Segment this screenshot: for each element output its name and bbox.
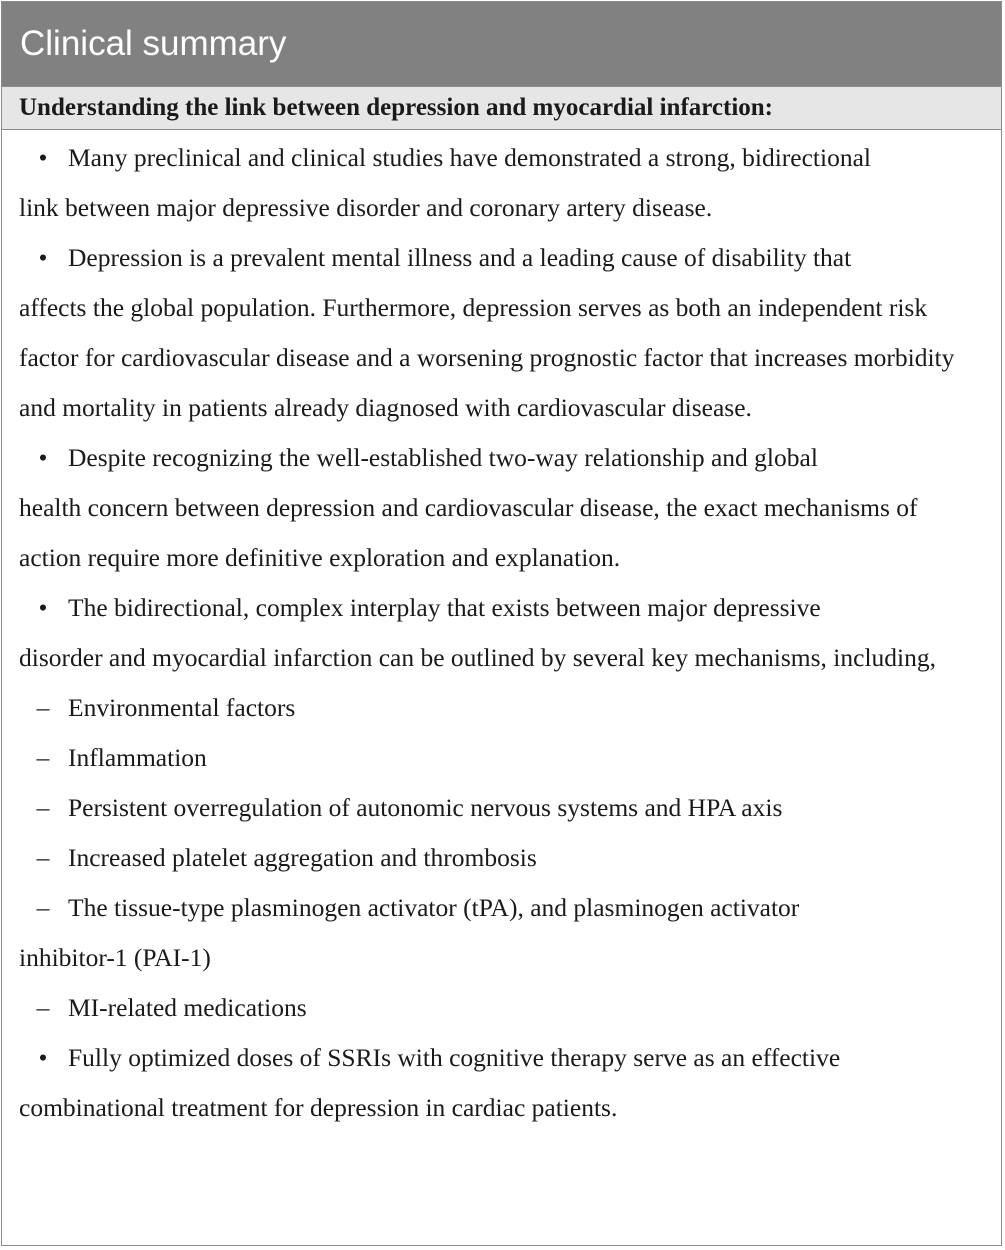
mechanism-text-continuation: inhibitor-1 (PAI-1) [19,943,211,972]
bullet-item [19,233,984,433]
bullet-text-first-line: Despite recognizing the well-established two-way relationship and global [68,443,818,472]
mechanism-text: Persistent overregulation of autonomic nervous systems and HPA axis [68,793,783,822]
mechanism-text: Environmental factors [68,693,296,722]
bullet-text-first-line: Fully optimized doses of SSRIs with cognitive therapy serve as an effective [68,1043,841,1072]
dash-marker: – [36,793,50,822]
bullet-marker: • [38,1043,48,1072]
clinical-summary-box [1,1,1002,1246]
box-title: Clinical summary [2,2,1001,86]
mechanism-item [19,733,984,783]
bullet-text-first-line: Many preclinical and clinical studies have demonstrated a strong, bidirectional [68,143,871,172]
bullet-text-continuation: combinational treatment for depression in cardiac patients. [19,1093,618,1122]
bullet-marker: • [38,443,48,472]
dash-marker: – [36,843,50,872]
bullet-item [19,583,984,683]
dash-marker: – [36,993,50,1022]
box-subheader: Understanding the link between depression and myocardial infarction: [2,86,1001,130]
dash-marker: – [36,893,50,922]
summary-content [2,133,1001,1133]
dash-marker: – [36,693,50,722]
bullet-text-first-line: Depression is a prevalent mental illness and a leading cause of disability that [68,243,852,272]
bullet-text-continuation: disorder and myocardial infarction can be outlined by several key mechanisms, including, [19,643,937,672]
mechanism-text: MI-related medications [68,993,307,1022]
mechanism-item [19,883,984,983]
bullet-marker: • [38,593,48,622]
bullet-item [19,1033,984,1133]
bullet-text-continuation: link between major depressive disorder and coronary artery disease. [19,193,713,222]
bullet-item [19,133,984,233]
dash-marker: – [36,743,50,772]
mechanism-item [19,683,984,733]
bullet-text-continuation: health concern between depression and cardiovascular disease, the exact mechanisms of action require more definitive exploration and explanation. [19,493,918,572]
mechanism-text: Increased platelet aggregation and thrombosis [68,843,537,872]
mechanism-item [19,833,984,883]
bullet-text-first-line: The bidirectional, complex interplay that exists between major depressive [68,593,821,622]
mechanism-item [19,783,984,833]
mechanism-text: The tissue-type plasminogen activator (tPA), and plasminogen activator [68,893,800,922]
mechanism-item [19,983,984,1033]
bullet-text-continuation: affects the global population. Furthermore, depression serves as both an independent risk factor for cardiovascular disease and a worsening prognostic factor that increases morbidity and mortality in patients already diagnosed with cardiovascular disease. [19,293,955,422]
bullet-item [19,433,984,583]
bullet-marker: • [38,243,48,272]
bullet-marker: • [38,143,48,172]
mechanism-text: Inflammation [68,743,207,772]
